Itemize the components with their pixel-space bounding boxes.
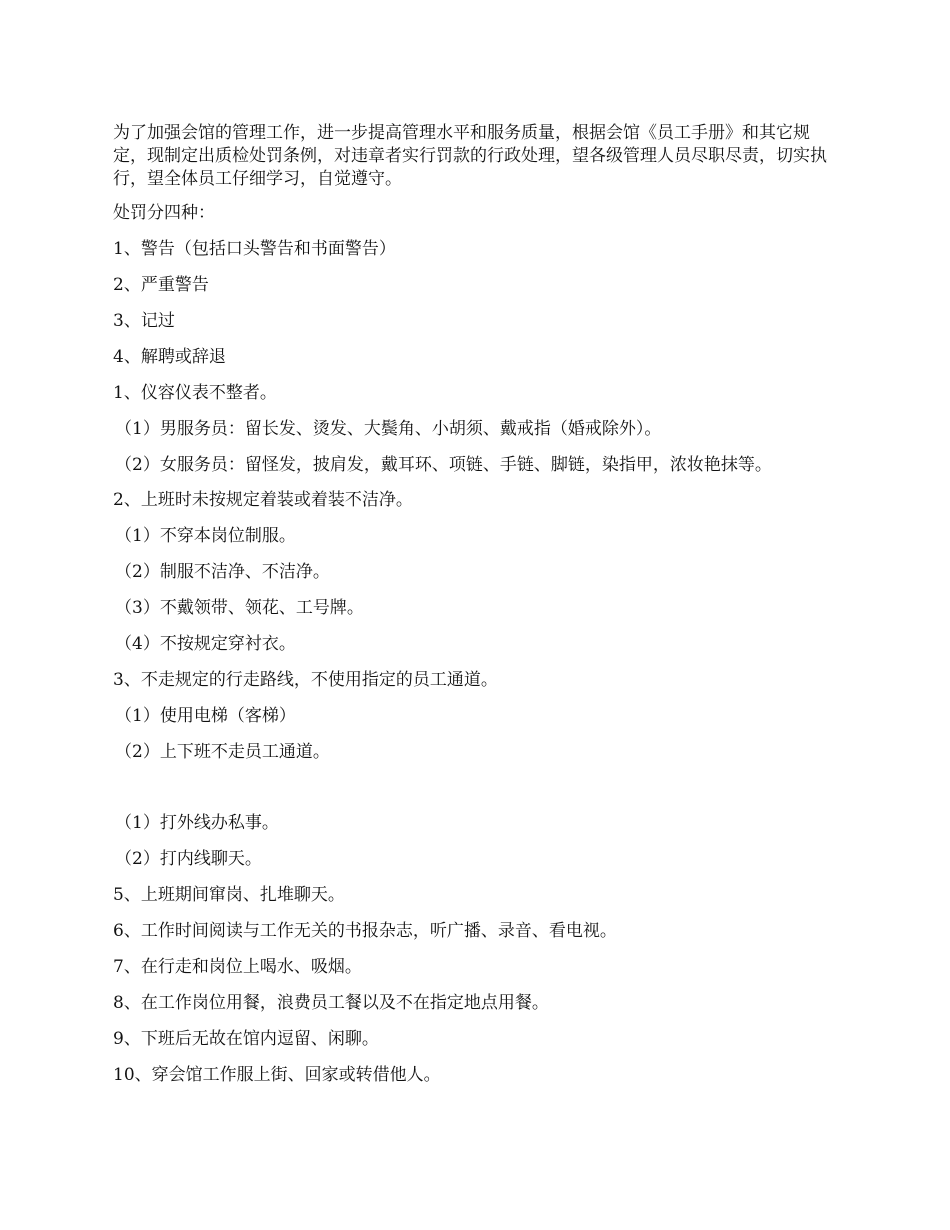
document-page — [113, 122, 843, 1085]
violation-item: 7、在行走和岗位上喝水、吸烟。 — [113, 957, 362, 977]
violation-subitem: （4）不按规定穿衬衣。 — [115, 634, 296, 654]
violation-item: 8、在工作岗位用餐，浪费员工餐以及不在指定地点用餐。 — [113, 993, 549, 1013]
violation-item: 9、下班后无故在馆内逗留、闲聊。 — [113, 1029, 379, 1049]
violation-subitem: （2）女服务员：留怪发，披肩发，戴耳环、项链、手链、脚链，染指甲，浓妆艳抹等。 — [115, 455, 772, 475]
punishment-type-item: 3、记过 — [113, 311, 175, 331]
violation-subitem: （1）男服务员：留长发、烫发、大鬓角、小胡须、戴戒指（婚戒除外）。 — [115, 419, 662, 439]
violation-subitem: （1）不穿本岗位制服。 — [115, 526, 296, 546]
violation-item: 5、上班期间窜岗、扎堆聊天。 — [113, 885, 345, 905]
violation-item: 1、仪容仪表不整者。 — [113, 383, 277, 403]
violation-item: 10、穿会馆工作服上街、回家或转借他人。 — [113, 1065, 441, 1085]
violation-subitem: （1）打外线办私事。 — [115, 813, 279, 833]
punishment-type-item: 2、严重警告 — [113, 275, 209, 295]
intro-paragraph: 为了加强会馆的管理工作，进一步提高管理水平和服务质量，根据会馆《员工手册》和其它规定，现制定出质检处罚条例，对违章者实行罚款的行政处理，望各级管理人员尽职尽责，切实执行，望全体员工仔细学习，自觉遵守。 — [113, 123, 827, 189]
punishment-type-item: 1、警告（包括口头警告和书面警告） — [113, 239, 396, 259]
violation-subitem: （2）上下班不走员工通道。 — [115, 742, 330, 762]
violation-subitem: （2）打内线聊天。 — [115, 849, 262, 869]
punishment-types-heading: 处罚分四种： — [113, 203, 215, 223]
violation-item: 2、上班时未按规定着装或着装不洁净。 — [113, 490, 413, 510]
violation-subitem: （2）制服不洁净、不洁净。 — [115, 562, 330, 582]
violation-subitem: （1）使用电梯（客梯） — [115, 706, 296, 726]
punishment-type-item: 4、解聘或辞退 — [113, 347, 226, 367]
violation-item: 6、工作时间阅读与工作无关的书报杂志，听广播、录音、看电视。 — [113, 921, 617, 941]
violation-item: 3、不走规定的行走路线，不使用指定的员工通道。 — [113, 670, 498, 690]
violation-subitem: （3）不戴领带、领花、工号牌。 — [115, 598, 364, 618]
